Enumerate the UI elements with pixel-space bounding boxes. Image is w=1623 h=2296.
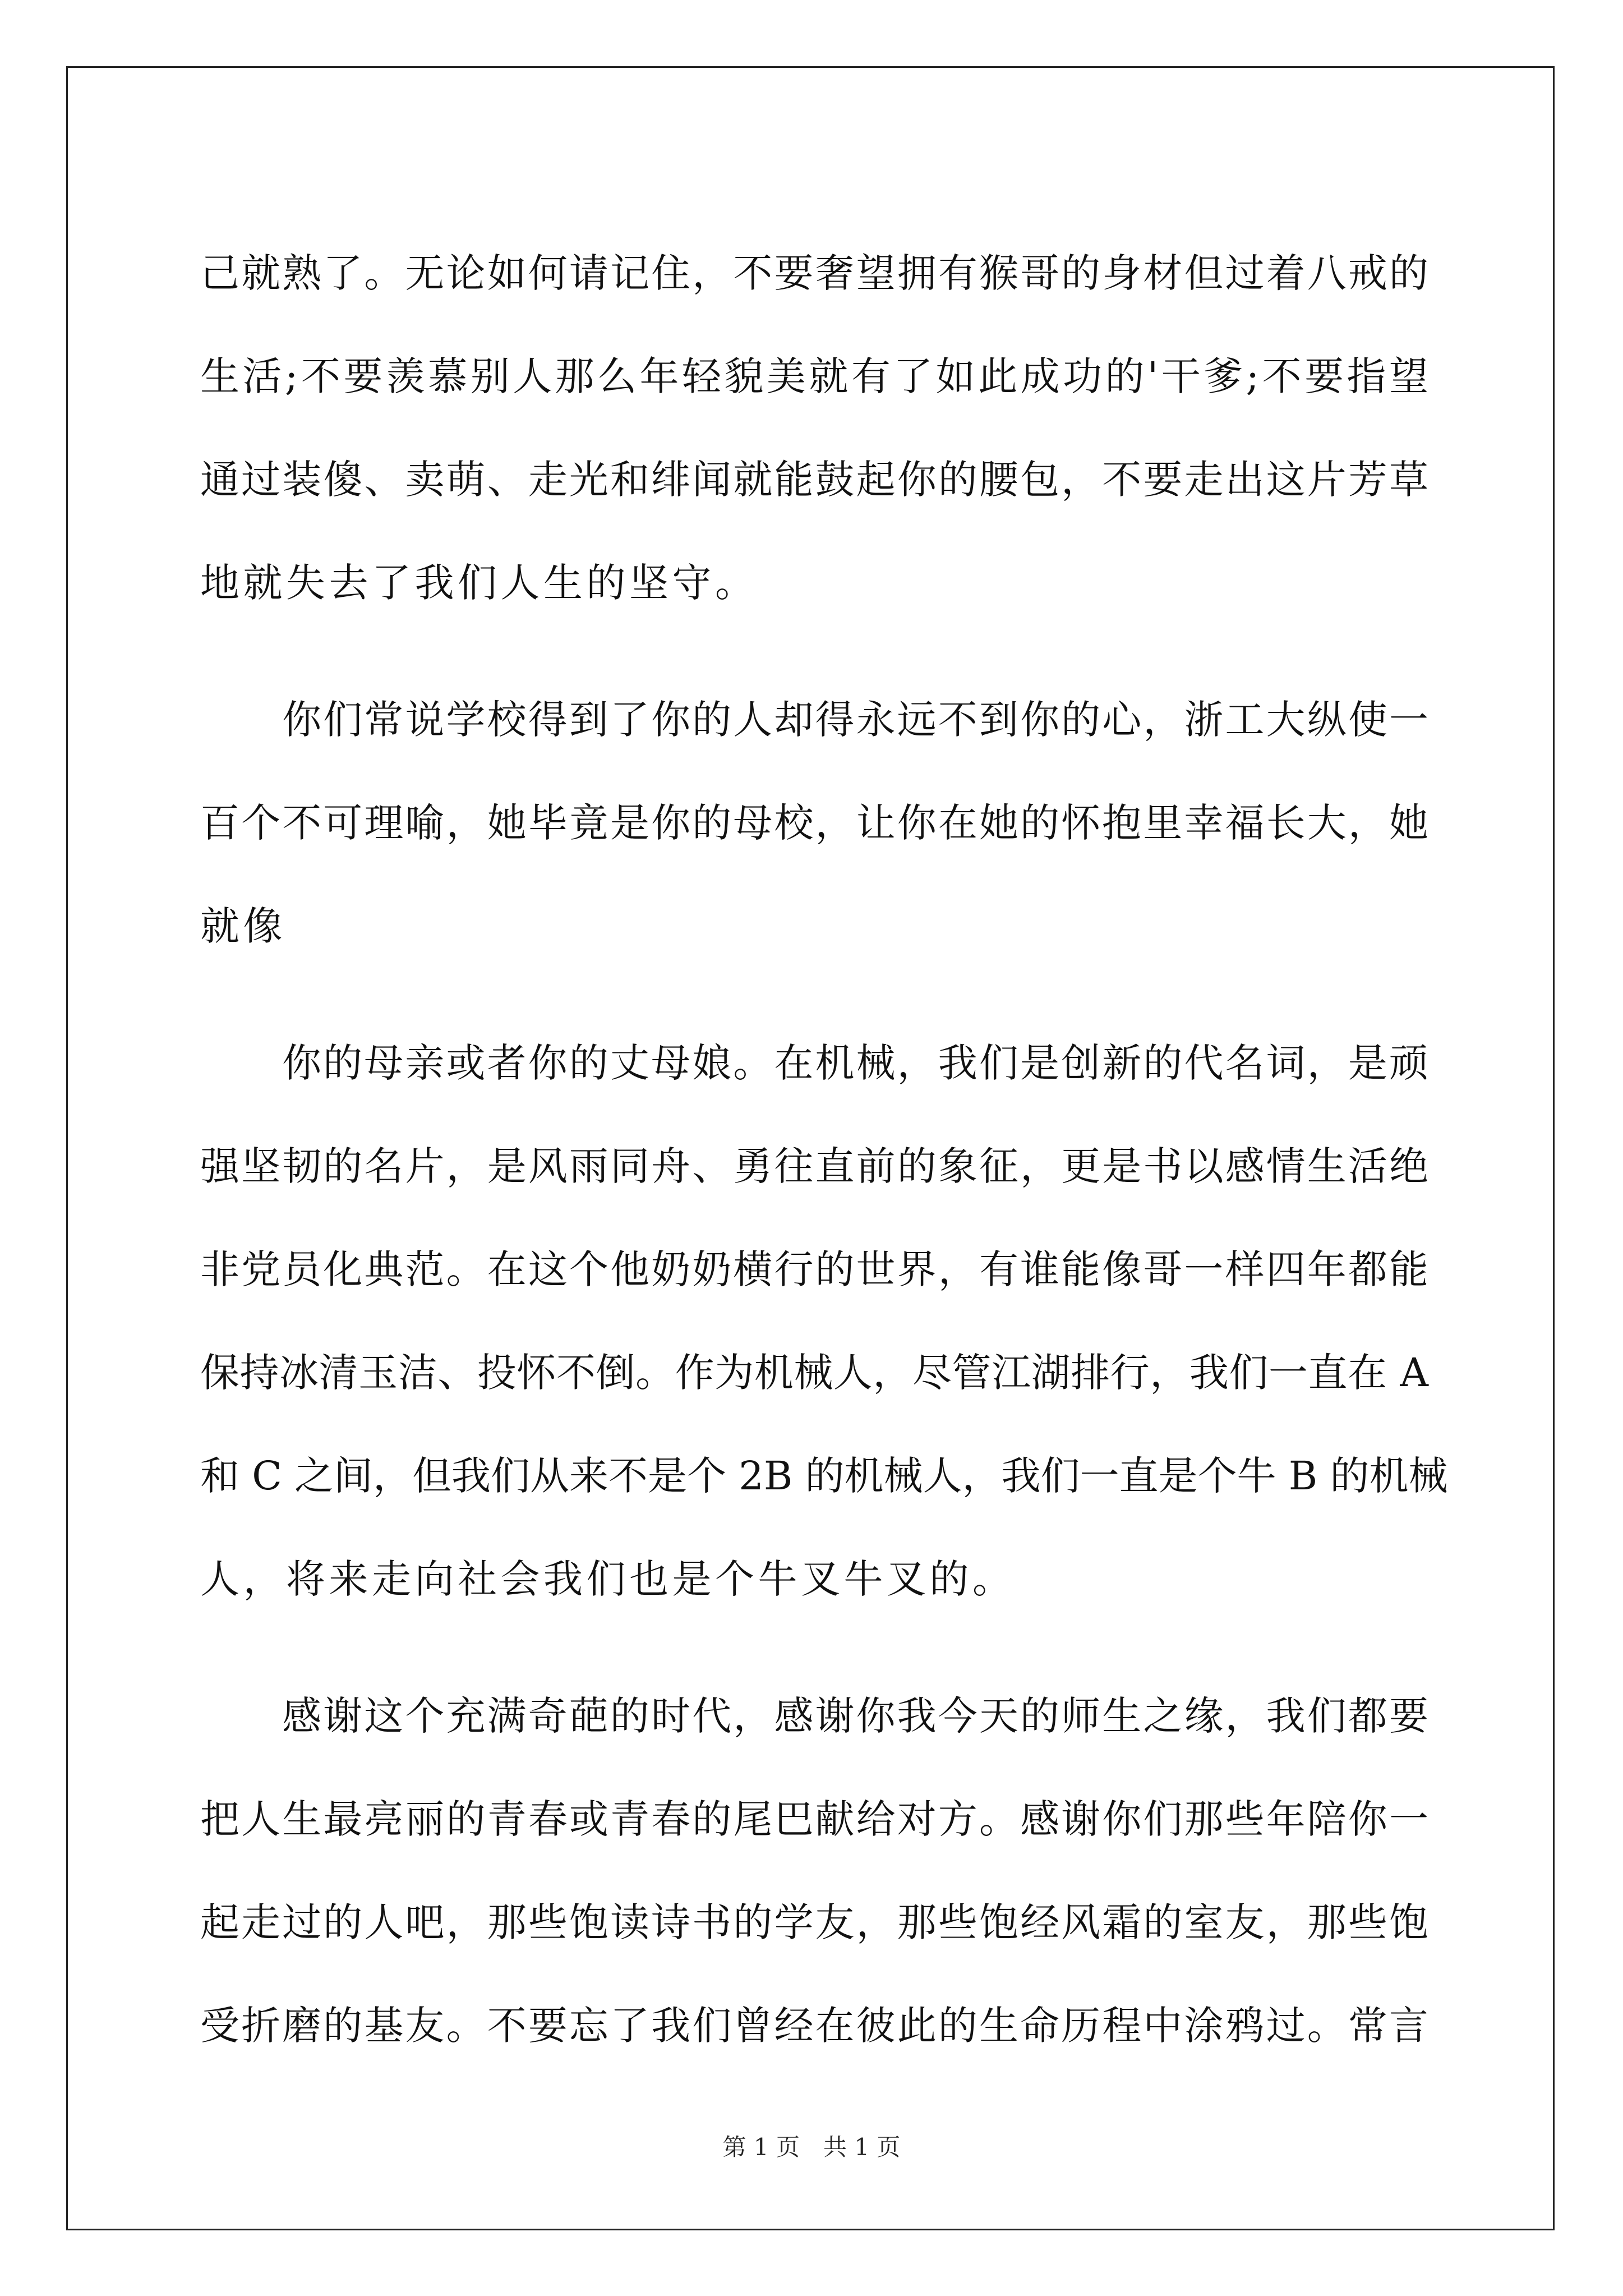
- text-line: 受折磨的基友。不要忘了我们曾经在彼此的生命历程中涂鸦过。常言: [200, 2003, 1428, 2049]
- text-line: 就像: [200, 903, 286, 949]
- text-line: 通过装傻、卖萌、走光和绯闻就能鼓起你的腰包，不要走出这片芳草: [200, 457, 1428, 503]
- text-line: 己就熟了。无论如何请记住，不要奢望拥有猴哥的身材但过着八戒的: [200, 250, 1428, 296]
- paragraph-gap: [200, 1631, 1428, 1664]
- text-line: 和 C 之间，但我们从来不是个 2B 的机械人，我们一直是个牛 B 的机械: [200, 1453, 1448, 1499]
- text-line: 你们常说学校得到了你的人却得永远不到你的心，浙工大纵使一: [282, 697, 1428, 743]
- text-line: 起走过的人吧，那些饱读诗书的学友，那些饱经风霜的室友，那些饱: [200, 1899, 1428, 1945]
- text-line: 保持冰清玉洁、投怀不倒。作为机械人，尽管江湖排行，我们一直在 A: [200, 1350, 1428, 1396]
- text-line: 感谢这个充满奇葩的时代，感谢你我今天的师生之缘，我们都要: [282, 1693, 1428, 1739]
- text-line: 地就失去了我们人生的坚守。: [200, 560, 758, 606]
- text-line: 百个不可理喻，她毕竟是你的母校，让你在她的怀抱里幸福长大，她: [200, 800, 1428, 846]
- paragraph-gap: [200, 978, 1428, 1011]
- page-number-footer: 第 1 页 共 1 页: [722, 2133, 901, 2161]
- text-line: 把人生最亮丽的青春或青春的尾巴献给对方。感谢你们那些年陪你一: [200, 1796, 1428, 1842]
- text-line: 非党员化典范。在这个他奶奶横行的世界，有谁能像哥一样四年都能: [200, 1246, 1428, 1292]
- paragraph: [200, 1011, 1448, 1631]
- paragraph-gap: [200, 634, 1428, 668]
- text-line: 你的母亲或者你的丈母娘。在机械，我们是创新的代名词，是顽: [282, 1040, 1428, 1086]
- paragraph: [200, 668, 1428, 978]
- paragraph: [200, 222, 1428, 634]
- paragraph: [200, 1664, 1428, 2077]
- text-line: 人，将来走向社会我们也是个牛叉牛叉的。: [200, 1556, 1016, 1602]
- text-line: 强坚韧的名片，是风雨同舟、勇往直前的象征，更是书以感情生活绝: [200, 1143, 1428, 1189]
- document-body: [200, 222, 1448, 2077]
- text-line: 生活;不要羡慕别人那么年轻貌美就有了如此成功的'干爹;不要指望: [200, 353, 1428, 399]
